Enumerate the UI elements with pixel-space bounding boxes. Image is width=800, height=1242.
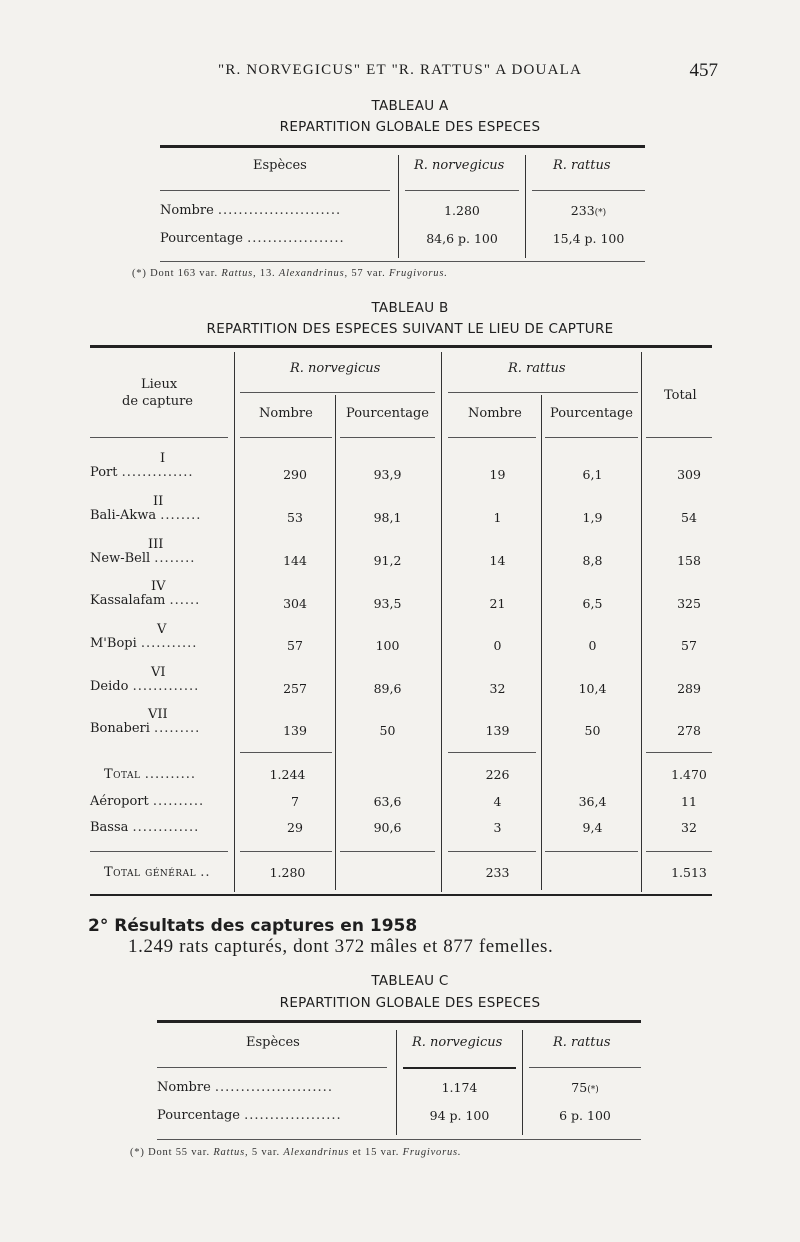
rattus-count: 233 (485, 865, 510, 880)
norvegicus-count: 1.280 (269, 865, 306, 880)
zone-number: III (148, 537, 164, 552)
col-species-header: Espèces (246, 1035, 300, 1050)
table-rule (157, 1020, 641, 1023)
col-norvegicus-header: R. norvegicus (414, 158, 505, 173)
zone-number: VII (148, 707, 168, 722)
grand-total-label: Total général (104, 865, 197, 880)
tableau-a-subtitle: REPARTITION GLOBALE DES ESPECES (279, 119, 541, 135)
place-name: M'Bopi (90, 636, 137, 651)
column-divider (398, 155, 399, 258)
col-norvegicus-header: R. norvegicus (290, 361, 381, 376)
col-total-header: Total (664, 388, 697, 403)
norvegicus-percent: 93,5 (373, 596, 402, 611)
rattus-value: 6 p. 100 (559, 1108, 611, 1123)
running-title: "R. NORVEGICUS" ET "R. RATTUS" A DOUALA (218, 62, 583, 78)
rattus-number: 233 (570, 203, 595, 218)
table-rule (240, 851, 332, 852)
rattus-percent: 9,4 (582, 820, 603, 835)
page-number: 457 (689, 60, 718, 81)
rattus-count: 4 (493, 794, 502, 809)
footnote-text: Dont 163 var. (150, 268, 218, 279)
leader-dots: ...... (169, 593, 201, 608)
sub-number-header: Nombre (259, 406, 313, 421)
col-places-header: Lieux (141, 377, 178, 392)
table-rule (157, 1067, 387, 1068)
col-rattus-header: R. rattus (553, 1035, 611, 1050)
place-name: Bonaberi (90, 721, 150, 736)
norvegicus-count: 139 (283, 723, 307, 738)
table-rule (448, 392, 638, 393)
rattus-percent: 6,1 (582, 467, 603, 482)
norvegicus-percent: 50 (379, 723, 396, 738)
table-rule (90, 345, 712, 348)
row-total: 54 (681, 510, 697, 525)
norvegicus-count: 257 (283, 681, 307, 696)
norvegicus-count: 53 (287, 510, 303, 525)
column-divider (525, 155, 526, 258)
footnote-ref: (*) (594, 208, 607, 218)
footnote-variety: Alexandrinus (283, 1147, 350, 1158)
table-rule (545, 851, 638, 852)
rattus-count: 19 (489, 467, 506, 482)
column-divider (234, 352, 235, 892)
tableau-c-title: TABLEAU C (371, 973, 449, 989)
norvegicus-percent: 63,6 (373, 794, 402, 809)
footnote-text: et 15 var. (352, 1147, 400, 1158)
place-name: Bali-Akwa (90, 508, 157, 523)
rattus-count: 226 (485, 767, 510, 782)
norvegicus-count: 290 (283, 467, 307, 482)
table-rule (160, 261, 645, 262)
table-rule (646, 752, 712, 753)
row-total: 11 (681, 794, 697, 809)
table-rule (403, 1067, 516, 1069)
footnote-mark: (*) (130, 1147, 145, 1158)
col-norvegicus-header: R. norvegicus (412, 1035, 503, 1050)
total-label: Total (104, 767, 141, 782)
footnote-text: 57 var. (351, 268, 386, 279)
table-rule (448, 752, 536, 753)
sub-percent-header: Pourcentage (346, 406, 429, 421)
table-rule (646, 851, 712, 852)
col-rattus-header: R. rattus (508, 361, 566, 376)
footnote-variety: Frugivorus. (388, 268, 448, 279)
rattus-percent: 0 (588, 638, 597, 653)
norvegicus-percent: 98,1 (373, 510, 402, 525)
rattus-percent: 36,4 (578, 794, 607, 809)
row-total: 158 (677, 553, 701, 568)
place-name: Port (90, 465, 118, 480)
footnote-ref: (*) (587, 1085, 599, 1095)
row-total: 1.513 (671, 865, 707, 880)
row-total: 32 (681, 820, 697, 835)
leader-dots: ........................ (217, 203, 342, 218)
row-total: 57 (681, 638, 697, 653)
table-rule (340, 437, 435, 438)
place-name: Kassalafam (90, 593, 166, 608)
rattus-percent: 10,4 (578, 681, 607, 696)
table-rule (448, 851, 536, 852)
row-total: 278 (677, 723, 701, 738)
table-rule (240, 437, 332, 438)
place-name: Bassa (90, 820, 129, 835)
norvegicus-percent: 100 (375, 638, 400, 653)
rattus-count: 1 (493, 510, 502, 525)
rattus-count: 0 (493, 638, 502, 653)
leader-dots: .. (200, 865, 211, 880)
table-rule (448, 437, 536, 438)
norvegicus-value: 94 p. 100 (429, 1108, 490, 1123)
column-divider (641, 352, 642, 892)
rattus-count: 14 (489, 553, 506, 568)
table-rule (532, 190, 645, 191)
rattus-percent: 50 (584, 723, 601, 738)
row-label: Pourcentage (160, 231, 243, 246)
row-label: Nombre (160, 203, 214, 218)
footnote-text: 13. (259, 268, 276, 279)
table-rule (90, 894, 712, 896)
rattus-number: 75 (571, 1080, 588, 1095)
col-rattus-header: R. rattus (553, 158, 611, 173)
table-rule (545, 437, 638, 438)
row-total: 309 (677, 467, 701, 482)
rattus-count: 139 (485, 723, 510, 738)
row-total: 289 (677, 681, 701, 696)
zone-number: II (153, 494, 164, 509)
leader-dots: .......... (144, 767, 197, 782)
leader-dots: ......... (154, 721, 201, 736)
running-head (0, 60, 800, 84)
zone-number: I (160, 451, 166, 466)
rattus-count: 3 (493, 820, 502, 835)
table-rule (340, 851, 435, 852)
zone-number: IV (151, 579, 166, 594)
rattus-count: 21 (489, 596, 506, 611)
table-rule (160, 145, 645, 148)
section-body: 1.249 rats capturés, dont 372 mâles et 877 femelles. (128, 936, 554, 957)
leader-dots: .......... (152, 794, 205, 809)
table-rule (240, 752, 332, 753)
table-rule (90, 851, 228, 852)
norvegicus-percent: 91,2 (373, 553, 402, 568)
tableau-a-title: TABLEAU A (371, 98, 449, 114)
leader-dots: ........ (160, 508, 202, 523)
zone-number: VI (151, 665, 166, 680)
table-rule (529, 1067, 641, 1068)
norvegicus-count: 304 (283, 596, 307, 611)
leader-dots: ........ (154, 551, 196, 566)
leader-dots: .............. (121, 465, 194, 480)
row-total: 1.470 (671, 767, 707, 782)
leader-dots: ............. (132, 820, 200, 835)
row-total: 325 (677, 596, 701, 611)
footnote-variety: Alexandrinus, (278, 268, 348, 279)
norvegicus-count: 57 (287, 638, 303, 653)
column-divider (396, 1030, 397, 1135)
norvegicus-percent: 90,6 (373, 820, 402, 835)
leader-dots: ....................... (214, 1080, 333, 1095)
col-species-header: Espèces (253, 158, 307, 173)
norvegicus-value: 84,6 p. 100 (426, 231, 498, 246)
column-divider (441, 352, 442, 892)
tableau-b-title: TABLEAU B (371, 300, 449, 316)
table-rule (157, 1139, 641, 1140)
place-name: Deido (90, 679, 129, 694)
table-rule (646, 437, 712, 438)
leader-dots: ............. (132, 679, 200, 694)
footnote-text: Dont 55 var. (148, 1147, 210, 1158)
rattus-percent: 6,5 (582, 596, 603, 611)
leader-dots: ................... (247, 231, 345, 246)
norvegicus-percent: 89,6 (373, 681, 402, 696)
rattus-value (529, 1080, 641, 1095)
footnote-mark: (*) (132, 268, 147, 279)
footnote-variety: Frugivorus. (402, 1147, 462, 1158)
table-rule (160, 190, 390, 191)
rattus-value (532, 203, 645, 218)
row-label: Nombre (157, 1080, 211, 1095)
rattus-count: 32 (489, 681, 506, 696)
place-name: Aéroport (90, 794, 149, 809)
table-rule (405, 190, 519, 191)
sub-number-header: Nombre (468, 406, 522, 421)
leader-dots: ........... (140, 636, 198, 651)
section-heading: 2° Résultats des captures en 1958 (88, 916, 418, 936)
sub-percent-header: Pourcentage (550, 406, 633, 421)
footnote-text: 5 var. (251, 1147, 280, 1158)
place-name: New-Bell (90, 551, 151, 566)
footnote-variety: Rattus, (213, 1147, 249, 1158)
table-rule (90, 437, 228, 438)
leader-dots: ................... (244, 1108, 342, 1123)
tableau-c-subtitle: REPARTITION GLOBALE DES ESPECES (279, 995, 541, 1011)
tableau-a-footnote (132, 268, 448, 279)
table-rule (240, 392, 435, 393)
row-label: Pourcentage (157, 1108, 240, 1123)
norvegicus-percent: 93,9 (373, 467, 402, 482)
tableau-c-footnote (130, 1147, 461, 1158)
rattus-percent: 8,8 (582, 553, 603, 568)
column-divider (522, 1030, 523, 1135)
rattus-value: 15,4 p. 100 (552, 231, 625, 246)
norvegicus-count: 7 (291, 794, 299, 809)
col-places-header-2: de capture (122, 394, 194, 409)
footnote-variety: Rattus, (221, 268, 257, 279)
norvegicus-count: 1.244 (269, 767, 306, 782)
norvegicus-value: 1.174 (441, 1080, 478, 1095)
norvegicus-count: 29 (287, 820, 303, 835)
norvegicus-value: 1.280 (444, 203, 480, 218)
zone-number: V (157, 622, 167, 637)
tableau-b-subtitle: REPARTITION DES ESPECES SUIVANT LE LIEU DE CAPTURE (206, 321, 614, 337)
norvegicus-count: 144 (283, 553, 307, 568)
rattus-percent: 1,9 (582, 510, 603, 525)
